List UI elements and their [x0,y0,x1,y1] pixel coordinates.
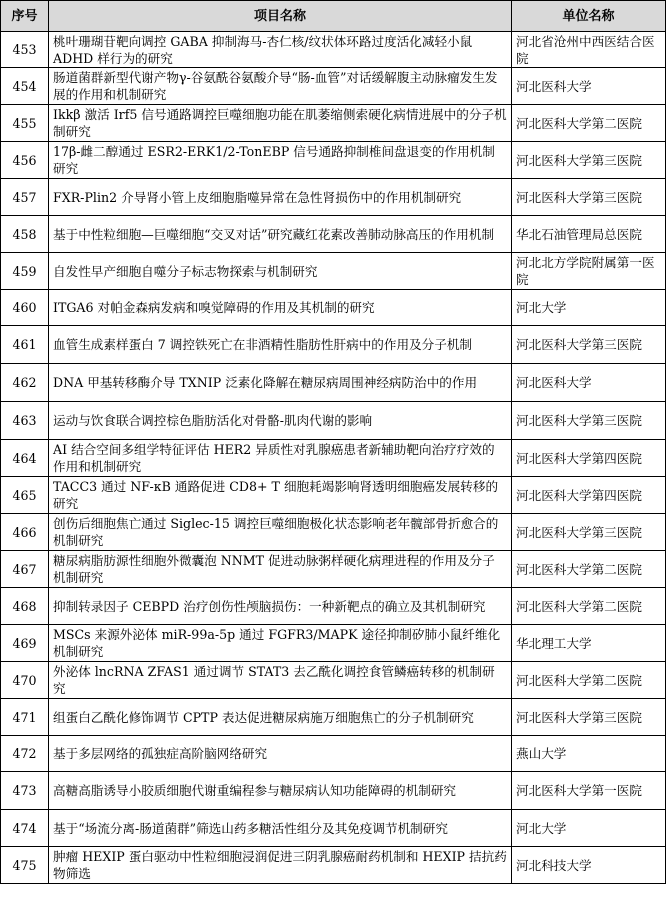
row-unit: 华北石油管理局总医院 [512,216,666,253]
row-num: 459 [1,253,49,290]
row-num: 463 [1,402,49,440]
table-row [1,810,666,847]
table-row [1,736,666,772]
row-project: 肿瘤 HEXIP 蛋白驱动中性粒细胞浸润促进三阴乳腺癌耐药机制和 HEXIP 拮抗药物筛选 [49,847,512,884]
table-row [1,32,666,68]
table-row [1,847,666,884]
row-unit: 河北医科大学第二医院 [512,588,666,625]
row-unit: 河北医科大学第三医院 [512,179,666,216]
row-project: 糖尿病脂肪源性细胞外微囊泡 NNMT 促进动脉粥样硬化病理进程的作用及分子机制研究 [49,551,512,588]
row-num: 472 [1,736,49,772]
row-unit: 河北大学 [512,810,666,847]
row-unit: 河北大学 [512,290,666,326]
row-num: 457 [1,179,49,216]
row-project: 血管生成素样蛋白 7 调控铁死亡在非酒精性脂肪性肝病中的作用及分子机制 [49,326,512,364]
row-unit: 河北医科大学 [512,364,666,402]
row-num: 455 [1,105,49,142]
row-unit: 河北医科大学第一医院 [512,772,666,810]
row-unit: 河北省沧州中西医结合医院 [512,32,666,68]
row-unit: 河北医科大学第二医院 [512,551,666,588]
row-num: 468 [1,588,49,625]
row-unit: 河北医科大学第三医院 [512,326,666,364]
table-row [1,662,666,699]
table-row [1,253,666,290]
table-header-row [1,1,666,32]
row-unit: 河北科技大学 [512,847,666,884]
row-project: 基于多层网络的孤独症高阶脑网络研究 [49,736,512,772]
row-num: 456 [1,142,49,179]
row-project: 运动与饮食联合调控棕色脂肪活化对骨骼-肌肉代谢的影响 [49,402,512,440]
table-row [1,514,666,551]
row-project: AI 结合空间多组学特征评估 HER2 异质性对乳腺癌患者新辅助靶向治疗疗效的作用和机制研究 [49,440,512,477]
row-project: 抑制转录因子 CEBPD 治疗创伤性颅脑损伤：一种新靶点的确立及其机制研究 [49,588,512,625]
row-unit: 河北北方学院附属第一医院 [512,253,666,290]
row-num: 470 [1,662,49,699]
row-unit: 河北医科大学第三医院 [512,402,666,440]
row-unit: 河北医科大学第二医院 [512,105,666,142]
row-num: 453 [1,32,49,68]
row-unit: 华北理工大学 [512,625,666,662]
row-unit: 河北医科大学第三医院 [512,514,666,551]
header-project: 项目名称 [49,1,512,32]
row-project: 自发性早产细胞自噬分子标志物探索与机制研究 [49,253,512,290]
table-row [1,551,666,588]
header-unit: 单位名称 [512,1,666,32]
row-num: 464 [1,440,49,477]
row-project: 桃叶珊瑚苷靶向调控 GABA 抑制海马-杏仁核/纹状体环路过度活化减轻小鼠 ADHD 样行为的研究 [49,32,512,68]
row-num: 474 [1,810,49,847]
table-row [1,772,666,810]
header-num: 序号 [1,1,49,32]
row-num: 465 [1,477,49,514]
row-num: 462 [1,364,49,402]
row-num: 473 [1,772,49,810]
row-unit: 河北医科大学第三医院 [512,142,666,179]
row-unit: 燕山大学 [512,736,666,772]
row-project: 基于中性粒细胞—巨噬细胞“交叉对话”研究藏红花素改善肺动脉高压的作用机制 [49,216,512,253]
row-project: 肠道菌群新型代谢产物γ-谷氨酰谷氨酸介导“肠-血管”对话缓解腹主动脉瘤发生发展的作用和机制研究 [49,68,512,105]
table-row [1,402,666,440]
table-row [1,588,666,625]
row-num: 454 [1,68,49,105]
row-project: FXR-Plin2 介导肾小管上皮细胞脂噬异常在急性肾损伤中的作用机制研究 [49,179,512,216]
table-row [1,68,666,105]
row-num: 460 [1,290,49,326]
row-unit: 河北医科大学 [512,68,666,105]
row-project: 高糖高脂诱导小胶质细胞代谢重编程参与糖尿病认知功能障碍的机制研究 [49,772,512,810]
table-row [1,105,666,142]
table-row [1,290,666,326]
row-project: TACC3 通过 NF-κB 通路促进 CD8+ T 细胞耗竭影响肾透明细胞癌发展转移的研究 [49,477,512,514]
row-project: ITGA6 对帕金森病发病和嗅觉障碍的作用及其机制的研究 [49,290,512,326]
row-num: 475 [1,847,49,884]
row-project: 17β-雌二醇通过 ESR2-ERK1/2-TonEBP 信号通路抑制椎间盘退变的作用机制研究 [49,142,512,179]
table-row [1,326,666,364]
row-project: DNA 甲基转移酶介导 TXNIP 泛素化降解在糖尿病周围神经病防治中的作用 [49,364,512,402]
table-row [1,699,666,736]
row-project: 组蛋白乙酰化修饰调节 CPTP 表达促进糖尿病施万细胞焦亡的分子机制研究 [49,699,512,736]
row-num: 471 [1,699,49,736]
row-num: 458 [1,216,49,253]
row-num: 467 [1,551,49,588]
row-num: 469 [1,625,49,662]
table-row [1,216,666,253]
row-project: 基于“场流分离-肠道菌群”筛选山药多糖活性组分及其免疫调节机制研究 [49,810,512,847]
row-unit: 河北医科大学第二医院 [512,662,666,699]
row-project: MSCs 来源外泌体 miR-99a-5p 通过 FGFR3/MAPK 途径抑制矽肺小鼠纤维化机制研究 [49,625,512,662]
table-row [1,142,666,179]
table-row [1,440,666,477]
row-unit: 河北医科大学第四医院 [512,440,666,477]
row-unit: 河北医科大学第四医院 [512,477,666,514]
row-project: Ikkβ 激活 Irf5 信号通路调控巨噬细胞功能在肌萎缩侧索硬化病情进展中的分子机制研究 [49,105,512,142]
row-project: 创伤后细胞焦亡通过 Siglec-15 调控巨噬细胞极化状态影响老年髋部骨折愈合的机制研究 [49,514,512,551]
table-row [1,625,666,662]
table-row [1,364,666,402]
row-num: 466 [1,514,49,551]
table-row [1,477,666,514]
row-unit: 河北医科大学第三医院 [512,699,666,736]
table-row [1,179,666,216]
row-project: 外泌体 lncRNA ZFAS1 通过调节 STAT3 去乙酰化调控食管鳞癌转移的机制研究 [49,662,512,699]
row-num: 461 [1,326,49,364]
